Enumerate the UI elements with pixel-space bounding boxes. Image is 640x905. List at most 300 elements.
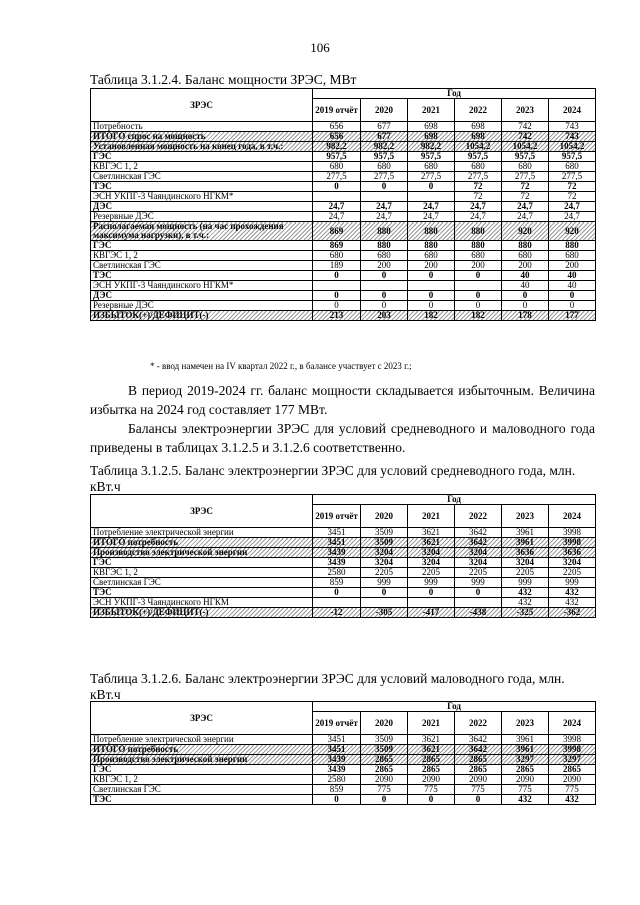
cell-value: 3204 (455, 548, 502, 558)
table-row (91, 241, 596, 251)
cell-value: 920 (549, 222, 596, 241)
table-row (91, 568, 596, 578)
cell-value: 0 (313, 291, 361, 301)
table-row (91, 588, 596, 598)
table-row (91, 192, 596, 202)
cell-value: 3439 (313, 548, 361, 558)
paragraph-1: В период 2019-2024 гг. баланс мощности складывается избыточным. Величина избытка на 2024 год составляет 177 МВт. (90, 383, 595, 417)
cell-value: 3509 (361, 735, 408, 745)
cell-value: 3297 (549, 755, 596, 765)
cell-value: 2865 (502, 765, 549, 775)
cell-value: 24,7 (502, 202, 549, 212)
table-row (91, 598, 596, 608)
cell-value: 0 (455, 301, 502, 311)
table-row (91, 142, 596, 152)
zres-header: ЗРЭС (91, 702, 313, 735)
cell-value: 999 (361, 578, 408, 588)
table-row (91, 251, 596, 261)
cell-value: 24,7 (408, 202, 455, 212)
year-header: Год (313, 702, 596, 712)
cell-value: 2205 (549, 568, 596, 578)
cell-value: 680 (313, 162, 361, 172)
cell-value: 24,7 (455, 202, 502, 212)
table-row (91, 291, 596, 301)
year-column-header: 2024 (549, 505, 596, 528)
row-label: Резервные ДЭС (91, 301, 313, 311)
year-column-header: 2022 (455, 712, 502, 735)
row-label: Светлинская ГЭС (91, 785, 313, 795)
cell-value: 1054,2 (455, 142, 502, 152)
cell-value: 775 (455, 785, 502, 795)
cell-value: 0 (313, 301, 361, 311)
cell-value: 999 (408, 578, 455, 588)
cell-value: 0 (549, 291, 596, 301)
cell-value: 432 (502, 795, 549, 805)
cell-value: 3439 (313, 755, 361, 765)
cell-value (313, 192, 361, 202)
row-label: ИТОГО спрос на мощность (91, 132, 313, 142)
cell-value: 24,7 (361, 212, 408, 222)
row-label: Потребление электрической энергии (91, 528, 313, 538)
cell-value: 2205 (502, 568, 549, 578)
cell-value: 277,5 (408, 172, 455, 182)
cell-value: 24,7 (549, 212, 596, 222)
cell-value: 182 (408, 311, 455, 321)
cell-value: 0 (361, 291, 408, 301)
row-label: Потребление электрической энергии (91, 735, 313, 745)
cell-value: 3451 (313, 745, 361, 755)
cell-value: 680 (361, 251, 408, 261)
cell-value: 3451 (313, 735, 361, 745)
cell-value (313, 281, 361, 291)
year-column-header: 2020 (361, 99, 408, 122)
cell-value: 957,5 (361, 152, 408, 162)
cell-value: 40 (502, 281, 549, 291)
cell-value: 3636 (549, 548, 596, 558)
cell-value: 999 (455, 578, 502, 588)
row-label: Производство электрической энергии (91, 548, 313, 558)
cell-value: 277,5 (502, 172, 549, 182)
row-label: КВГЭС 1, 2 (91, 775, 313, 785)
cell-value: 3451 (313, 528, 361, 538)
cell-value: 0 (455, 271, 502, 281)
row-label: ТЭС (91, 795, 313, 805)
cell-value: 957,5 (455, 152, 502, 162)
cell-value: 203 (361, 311, 408, 321)
cell-value: 0 (455, 795, 502, 805)
cell-value: 3204 (408, 558, 455, 568)
cell-value: 742 (502, 122, 549, 132)
cell-value: 982,2 (361, 142, 408, 152)
table-row (91, 528, 596, 538)
row-label: ГЭС (91, 241, 313, 251)
cell-value: 0 (408, 301, 455, 311)
table-row (91, 775, 596, 785)
cell-value: 2090 (549, 775, 596, 785)
row-label: ЭСН УКПГ-3 Чаяндинского НГКМ* (91, 281, 313, 291)
table-row (91, 558, 596, 568)
cell-value: 680 (549, 162, 596, 172)
cell-value: 3642 (455, 745, 502, 755)
cell-value: 698 (455, 132, 502, 142)
cell-value: 24,7 (313, 212, 361, 222)
cell-value: 2580 (313, 775, 361, 785)
cell-value: 200 (455, 261, 502, 271)
cell-value: 0 (408, 182, 455, 192)
cell-value: 982,2 (313, 142, 361, 152)
cell-value: 432 (502, 588, 549, 598)
cell-value: -305 (361, 608, 408, 618)
cell-value: 775 (502, 785, 549, 795)
cell-value: 3998 (549, 735, 596, 745)
year-column-header: 2023 (502, 99, 549, 122)
cell-value: 3961 (502, 528, 549, 538)
cell-value: 698 (455, 122, 502, 132)
cell-value: 957,5 (408, 152, 455, 162)
cell-value: 0 (455, 588, 502, 598)
cell-value: 680 (455, 162, 502, 172)
year-column-header: 2023 (502, 712, 549, 735)
cell-value: 999 (502, 578, 549, 588)
cell-value: 3642 (455, 735, 502, 745)
row-label: КВГЭС 1, 2 (91, 568, 313, 578)
year-column-header: 2022 (455, 505, 502, 528)
cell-value: 178 (502, 311, 549, 321)
cell-value: 0 (408, 291, 455, 301)
cell-value: 0 (408, 271, 455, 281)
cell-value: 40 (549, 271, 596, 281)
cell-value: 677 (361, 132, 408, 142)
cell-value: 3621 (408, 745, 455, 755)
cell-value: 1054,2 (502, 142, 549, 152)
cell-value: 2090 (408, 775, 455, 785)
cell-value: 880 (455, 241, 502, 251)
cell-value: 957,5 (313, 152, 361, 162)
cell-value: 24,7 (502, 212, 549, 222)
table1-caption: Таблица 3.1.2.4. Баланс мощности ЗРЭС, МВт (90, 72, 357, 87)
row-label: Светлинская ГЭС (91, 261, 313, 271)
cell-value (408, 598, 455, 608)
table3-caption: Таблица 3.1.2.6. Баланс электроэнергии ЗРЭС для условий маловодного года, млн. кВт.ч (90, 671, 565, 702)
cell-value: 3204 (549, 558, 596, 568)
row-label: ЭСН УКПГ-3 Чаяндинского НГКМ* (91, 192, 313, 202)
energy-balance-low-water-table (90, 701, 596, 805)
cell-value: 0 (502, 291, 549, 301)
zres-header: ЗРЭС (91, 89, 313, 122)
cell-value (313, 598, 361, 608)
cell-value: 2205 (408, 568, 455, 578)
row-label: ЭСН УКПГ-3 Чаяндинского НГКМ (91, 598, 313, 608)
cell-value: 72 (549, 182, 596, 192)
table-row (91, 202, 596, 212)
cell-value: -12 (313, 608, 361, 618)
table1-footnote: * - ввод намечен на IV квартал 2022 г., в балансе участвует с 2023 г.; (150, 361, 412, 371)
cell-value: 72 (502, 192, 549, 202)
cell-value: 3204 (361, 558, 408, 568)
cell-value: 859 (313, 578, 361, 588)
cell-value: 880 (361, 222, 408, 241)
row-label: ИТОГО потребность (91, 538, 313, 548)
cell-value: 2865 (408, 755, 455, 765)
cell-value: 182 (455, 311, 502, 321)
cell-value (455, 281, 502, 291)
cell-value: 3636 (502, 548, 549, 558)
year-column-header: 2022 (455, 99, 502, 122)
table-row (91, 765, 596, 775)
cell-value (408, 192, 455, 202)
table-row (91, 212, 596, 222)
cell-value: 0 (549, 301, 596, 311)
cell-value: 920 (502, 222, 549, 241)
year-column-header: 2019 отчёт (313, 712, 361, 735)
cell-value: -325 (502, 608, 549, 618)
page-number: 106 (310, 40, 330, 55)
cell-value: 0 (361, 588, 408, 598)
cell-value: 200 (502, 261, 549, 271)
year-column-header: 2021 (408, 505, 455, 528)
cell-value: 3204 (408, 548, 455, 558)
cell-value: 2090 (361, 775, 408, 785)
cell-value: 880 (549, 241, 596, 251)
cell-value: 3621 (408, 528, 455, 538)
table-row (91, 271, 596, 281)
cell-value: 200 (549, 261, 596, 271)
cell-value: 3961 (502, 538, 549, 548)
row-label: КВГЭС 1, 2 (91, 162, 313, 172)
cell-value: 680 (408, 162, 455, 172)
paragraph-2: Балансы электроэнергии ЗРЭС для условий средневодного и маловодного года приведены в таблицах 3.1.2.5 и 3.1.2.6 соответственно. (90, 421, 595, 455)
cell-value: 3509 (361, 745, 408, 755)
cell-value: 0 (313, 588, 361, 598)
table-row (91, 281, 596, 291)
row-label: ГЭС (91, 558, 313, 568)
cell-value: 40 (502, 271, 549, 281)
cell-value: 432 (549, 795, 596, 805)
row-label: Светлинская ГЭС (91, 172, 313, 182)
year-column-header: 2020 (361, 505, 408, 528)
cell-value: 177 (549, 311, 596, 321)
cell-value: 277,5 (361, 172, 408, 182)
cell-value: 775 (361, 785, 408, 795)
row-label: Производство электрической энергии (91, 755, 313, 765)
cell-value: -438 (455, 608, 502, 618)
cell-value: 3204 (502, 558, 549, 568)
row-label: КВГЭС 1, 2 (91, 251, 313, 261)
row-label: ТЭС (91, 182, 313, 192)
cell-value: 880 (408, 241, 455, 251)
cell-value (361, 281, 408, 291)
year-column-header: 2023 (502, 505, 549, 528)
row-label: ИТОГО потребность (91, 745, 313, 755)
cell-value: 277,5 (313, 172, 361, 182)
table-row (91, 152, 596, 162)
year-column-header: 2024 (549, 712, 596, 735)
table-row (91, 132, 596, 142)
cell-value: 880 (455, 222, 502, 241)
table-row (91, 795, 596, 805)
cell-value: 859 (313, 785, 361, 795)
cell-value: 432 (502, 598, 549, 608)
cell-value: 3998 (549, 745, 596, 755)
cell-value: 698 (408, 122, 455, 132)
year-column-header: 2021 (408, 712, 455, 735)
cell-value: 677 (361, 122, 408, 132)
power-balance-table (90, 88, 596, 321)
cell-value: 3642 (455, 538, 502, 548)
cell-value: 775 (408, 785, 455, 795)
cell-value: -362 (549, 608, 596, 618)
table-row (91, 311, 596, 321)
cell-value: 2865 (361, 765, 408, 775)
row-label: Потребность (91, 122, 313, 132)
cell-value: 3961 (502, 745, 549, 755)
row-label: Светлинская ГЭС (91, 578, 313, 588)
year-column-header: 2024 (549, 99, 596, 122)
row-label: ИЗБЫТОК(+)/ДЕФИЦИТ(-) (91, 608, 313, 618)
cell-value: 3204 (361, 548, 408, 558)
cell-value: 0 (361, 795, 408, 805)
row-label: ТЭС (91, 271, 313, 281)
cell-value: 3961 (502, 735, 549, 745)
row-label: ДЭС (91, 202, 313, 212)
cell-value: 72 (455, 182, 502, 192)
cell-value: 277,5 (455, 172, 502, 182)
year-column-header: 2021 (408, 99, 455, 122)
cell-value: 3998 (549, 528, 596, 538)
zres-header: ЗРЭС (91, 495, 313, 528)
cell-value: 680 (313, 251, 361, 261)
cell-value: 2865 (408, 765, 455, 775)
cell-value: 72 (549, 192, 596, 202)
row-label: ТЭС (91, 588, 313, 598)
cell-value: 999 (549, 578, 596, 588)
row-label: ДЭС (91, 291, 313, 301)
cell-value: 3621 (408, 735, 455, 745)
cell-value: 3451 (313, 538, 361, 548)
cell-value: 40 (549, 281, 596, 291)
row-label: ГЭС (91, 152, 313, 162)
table-row (91, 122, 596, 132)
cell-value: 680 (502, 251, 549, 261)
cell-value: 680 (361, 162, 408, 172)
cell-value: 742 (502, 132, 549, 142)
cell-value: 2865 (455, 755, 502, 765)
year-column-header: 2020 (361, 712, 408, 735)
cell-value: 277,5 (549, 172, 596, 182)
cell-value: 2865 (549, 765, 596, 775)
table-row (91, 755, 596, 765)
row-label: ИЗБЫТОК(+)/ДЕФИЦИТ(-) (91, 311, 313, 321)
cell-value: 2205 (361, 568, 408, 578)
cell-value (455, 598, 502, 608)
cell-value: 0 (361, 271, 408, 281)
cell-value: 72 (502, 182, 549, 192)
cell-value: 213 (313, 311, 361, 321)
cell-value: 0 (313, 182, 361, 192)
cell-value: 2205 (455, 568, 502, 578)
table-row (91, 735, 596, 745)
cell-value: 957,5 (502, 152, 549, 162)
cell-value: 200 (361, 261, 408, 271)
cell-value: 775 (549, 785, 596, 795)
row-label: ГЭС (91, 765, 313, 775)
cell-value: 189 (313, 261, 361, 271)
cell-value: 2580 (313, 568, 361, 578)
cell-value: 680 (549, 251, 596, 261)
cell-value: 957,5 (549, 152, 596, 162)
cell-value: 1054,2 (549, 142, 596, 152)
table-row (91, 261, 596, 271)
table-row (91, 538, 596, 548)
cell-value: 869 (313, 241, 361, 251)
cell-value: 24,7 (455, 212, 502, 222)
cell-value: 0 (361, 301, 408, 311)
table-row (91, 745, 596, 755)
year-column-header: 2019 отчёт (313, 99, 361, 122)
cell-value: 680 (455, 251, 502, 261)
cell-value: 24,7 (313, 202, 361, 212)
table-row (91, 162, 596, 172)
cell-value: 743 (549, 132, 596, 142)
cell-value: 680 (502, 162, 549, 172)
table-row (91, 222, 596, 241)
energy-balance-medium-water-table (90, 494, 596, 618)
cell-value: 432 (549, 588, 596, 598)
cell-value: 880 (361, 241, 408, 251)
cell-value: 24,7 (361, 202, 408, 212)
cell-value: 0 (455, 291, 502, 301)
cell-value: 3509 (361, 538, 408, 548)
cell-value: 2090 (455, 775, 502, 785)
row-label: Располагаемая мощность (на час прохождения максимума нагрузки), в т.ч.: (91, 222, 313, 241)
cell-value: 0 (408, 795, 455, 805)
cell-value (361, 598, 408, 608)
cell-value: 0 (313, 271, 361, 281)
cell-value: 982,2 (408, 142, 455, 152)
cell-value: 880 (502, 241, 549, 251)
cell-value: 200 (408, 261, 455, 271)
cell-value: 880 (408, 222, 455, 241)
cell-value: 698 (408, 132, 455, 142)
table-row (91, 172, 596, 182)
cell-value: 3998 (549, 538, 596, 548)
cell-value: 680 (408, 251, 455, 261)
cell-value: 869 (313, 222, 361, 241)
table-row (91, 182, 596, 192)
table-row (91, 301, 596, 311)
body-text (90, 381, 595, 457)
cell-value: 2090 (502, 775, 549, 785)
table-row (91, 785, 596, 795)
year-column-header: 2019 отчёт (313, 505, 361, 528)
year-header: Год (313, 89, 596, 99)
cell-value (361, 192, 408, 202)
cell-value: 3642 (455, 528, 502, 538)
year-header: Год (313, 495, 596, 505)
cell-value: 24,7 (408, 212, 455, 222)
cell-value: 432 (549, 598, 596, 608)
cell-value: 743 (549, 122, 596, 132)
cell-value: 3297 (502, 755, 549, 765)
cell-value: 2865 (455, 765, 502, 775)
table-row (91, 578, 596, 588)
cell-value: 3204 (455, 558, 502, 568)
row-label: Установленная мощность на конец года, в т.ч.: (91, 142, 313, 152)
cell-value: 0 (313, 795, 361, 805)
row-label: Резервные ДЭС (91, 212, 313, 222)
cell-value: 3621 (408, 538, 455, 548)
cell-value: -417 (408, 608, 455, 618)
